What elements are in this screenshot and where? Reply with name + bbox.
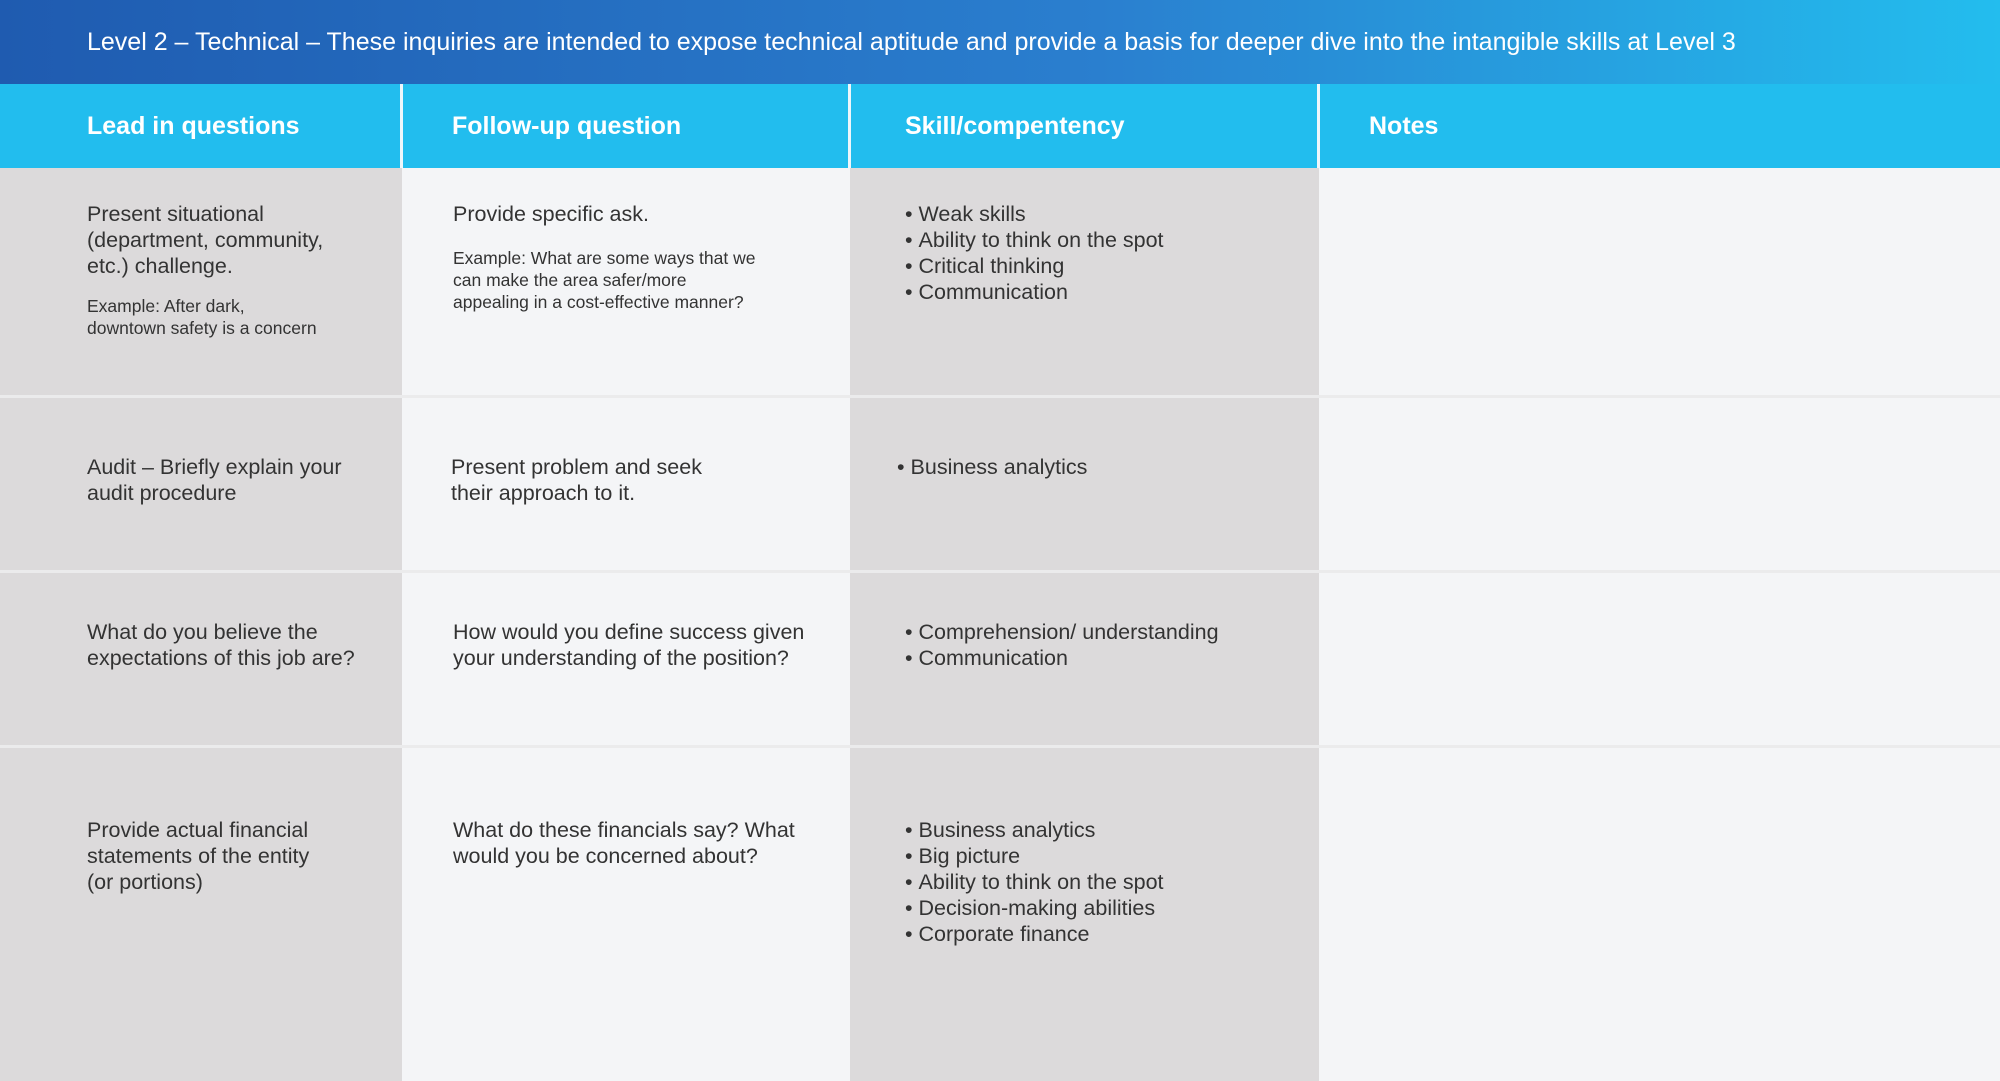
table-cell-followup (453, 619, 843, 671)
table-header-row (0, 84, 2000, 168)
column-header-notes: Notes (1369, 111, 1439, 140)
skill-list (905, 201, 1305, 305)
skill-list (905, 619, 1305, 671)
lead-question: What do you believe the expectations of this job are? (87, 620, 355, 670)
column-header-skill: Skill/compentency (905, 111, 1125, 140)
followup-example: Example: What are some ways that we can make the area safer/more appealing in a cost-effective manner? (453, 248, 756, 312)
column-header-followup: Follow-up question (452, 111, 682, 140)
table-cell-followup (453, 817, 843, 869)
table-cell-skills (905, 817, 1305, 947)
skill-item: • Decision-making abilities (905, 895, 1305, 921)
skill-list (897, 454, 1297, 480)
skill-list (905, 817, 1305, 947)
lead-question: Present situational (department, community, etc.) challenge. (87, 202, 324, 278)
column-divider (848, 84, 851, 168)
skill-item: • Ability to think on the spot (905, 227, 1305, 253)
lead-question: Provide actual financial statements of the entity (or portions) (87, 818, 310, 894)
column-divider (400, 84, 403, 168)
skill-item: • Business analytics (905, 817, 1305, 843)
followup-question: Present problem and seek their approach to it. (451, 455, 702, 505)
table-cell-skills (897, 454, 1297, 480)
column-header-lead: Lead in questions (87, 111, 300, 140)
column-notes-bg (1319, 168, 2000, 1081)
skill-item: • Corporate finance (905, 921, 1305, 947)
page-title-banner (0, 0, 2000, 84)
skill-item: • Weak skills (905, 201, 1305, 227)
table-cell-followup (453, 201, 833, 313)
lead-example: Example: After dark, downtown safety is a concern (87, 296, 317, 338)
table-cell-skills (905, 619, 1305, 671)
skill-item: • Critical thinking (905, 253, 1305, 279)
lead-question: Audit – Briefly explain your audit procedure (87, 455, 342, 505)
skill-item: • Business analytics (897, 454, 1297, 480)
skill-item: • Ability to think on the spot (905, 869, 1305, 895)
row-divider (0, 745, 2000, 748)
followup-question: Provide specific ask. (453, 202, 649, 226)
table-cell-lead (87, 817, 387, 895)
table-cell-lead (87, 619, 387, 671)
table-cell-lead (87, 454, 387, 506)
skill-item: • Communication (905, 645, 1305, 671)
skill-item: • Comprehension/ understanding (905, 619, 1305, 645)
table-cell-followup (451, 454, 831, 506)
page-title: Level 2 – Technical – These inquiries are intended to expose technical aptitude and provide a basis for deeper dive into the intangible skills at Level 3 (87, 27, 1736, 56)
row-divider (0, 395, 2000, 398)
table-cell-lead (87, 201, 387, 339)
row-divider (0, 570, 2000, 573)
followup-question: What do these financials say? What would you be concerned about? (453, 818, 795, 868)
column-divider (1317, 84, 1320, 168)
table-cell-skills (905, 201, 1305, 305)
skill-item: • Big picture (905, 843, 1305, 869)
skill-item: • Communication (905, 279, 1305, 305)
followup-question: How would you define success given your understanding of the position? (453, 620, 805, 670)
